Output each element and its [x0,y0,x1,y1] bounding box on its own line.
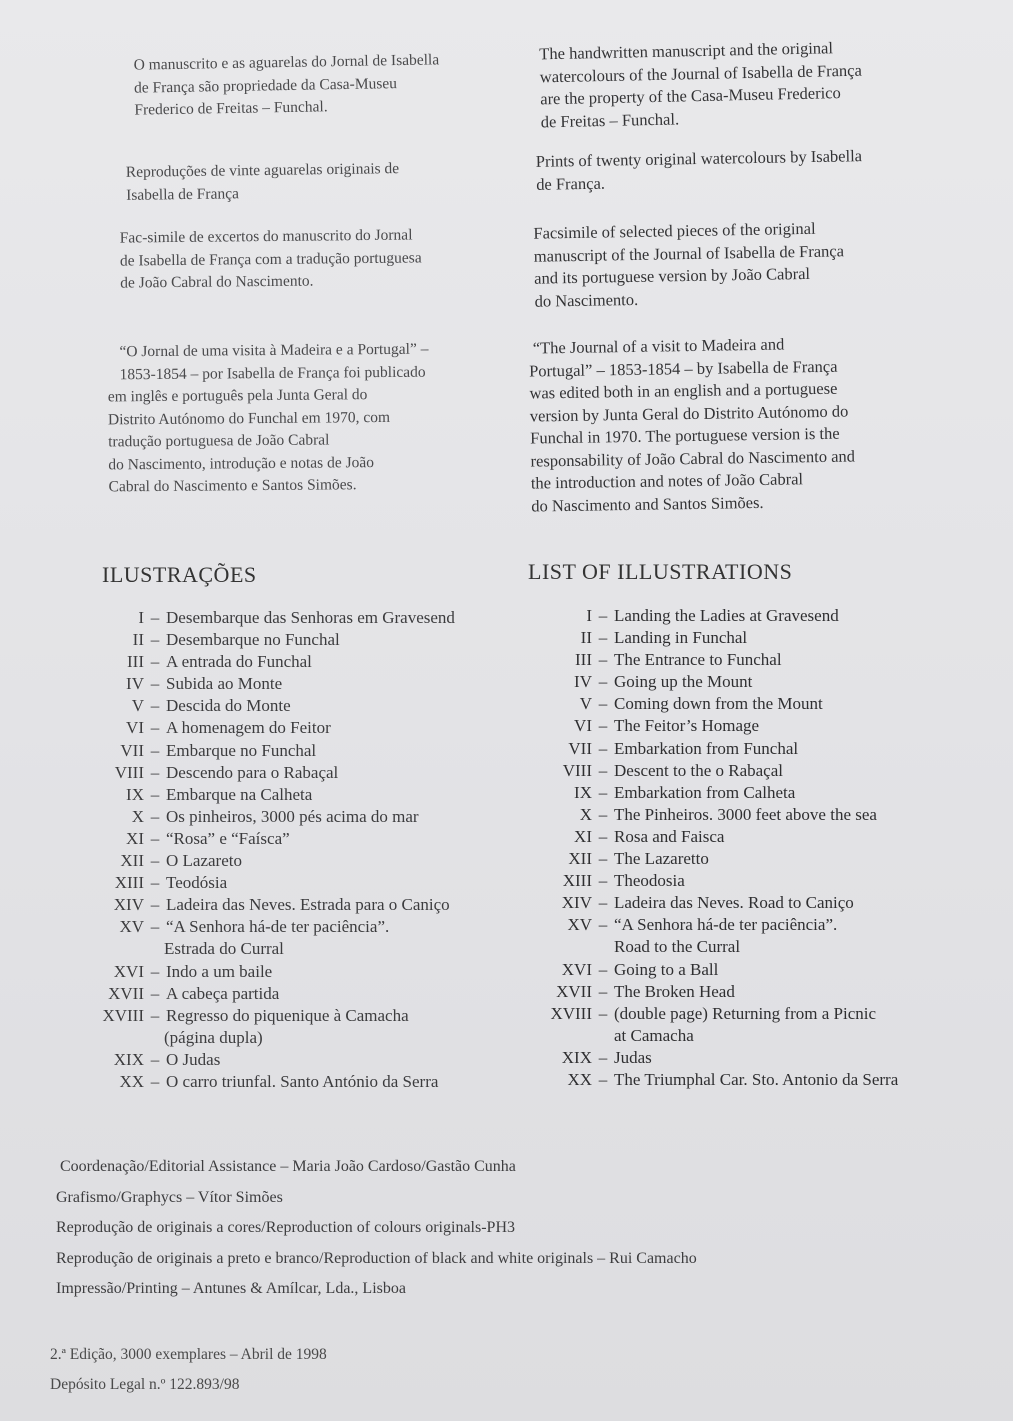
illustration-item [84,850,455,872]
illustration-item [84,806,455,828]
legal-deposit-line: Depósito Legal n.º 122.893/98 [50,1376,240,1393]
illustration-title-continued: at Camacha [614,1025,694,1045]
text-line: de João Cabral do Nascimento. [120,272,314,292]
illustration-number: IX [574,782,592,802]
illustration-title: Regresso do piquenique à Camacha [166,1005,409,1025]
illustration-item [84,762,455,784]
text-line: responsability of João Cabral do Nascimento and [530,445,856,471]
intro-pt-paragraph [133,49,440,122]
text-line: do Nascimento and Santos Simões. [531,492,764,516]
illustration-item [534,649,898,671]
illustration-title: Descendo para o Rabaçal [166,762,339,782]
illustration-item [84,784,455,806]
dash-separator: – [598,915,608,935]
illustration-item [84,607,455,629]
illustration-title: Ladeira das Neves. Road to Caniço [614,893,854,913]
illustration-number: V [131,696,144,716]
illustration-title: The Triumphal Car. Sto. Antonio da Serra [614,1069,899,1089]
illustration-number: XVIII [550,1003,592,1023]
illustration-number: XIII [562,871,592,891]
text-line: and its portuguese version by João Cabral [534,263,811,288]
illustration-number: XII [120,851,144,871]
illustrations-en-heading: LIST OF ILLUSTRATIONS [528,559,793,584]
illustration-title: “A Senhora há-de ter paciência”. [166,917,390,937]
text-line: Isabella de França [126,184,240,204]
text-line: Frederico de Freitas – Funchal. [134,98,328,119]
dash-separator: – [598,650,608,670]
dash-separator: – [598,1003,608,1023]
illustration-item [84,695,455,717]
illustration-item [84,916,455,938]
illustration-title: Coming down from the Mount [614,694,823,714]
illustration-title: Embarkation from Calheta [614,782,796,802]
illustration-title: Teodósia [166,873,228,893]
illustration-number: VII [568,738,592,758]
illustrations-pt-list [84,607,455,1093]
illustration-number: VI [126,718,144,738]
illustration-title-continued: (página dupla) [164,1027,263,1047]
illustration-title: A entrada do Funchal [166,652,312,672]
illustration-title: Os pinheiros, 3000 pés acima do mar [166,806,419,826]
text-line: de Freitas – Funchal. [540,108,680,131]
dash-separator: – [150,983,160,1003]
illustration-number: IX [126,784,144,804]
text-line: the introduction and notes of João Cabral [530,469,804,493]
illustration-title: Rosa and Faisca [614,826,725,846]
illustration-title: (double page) Returning from a Picnic [614,1003,877,1023]
dash-separator: – [150,961,160,981]
dash-separator: – [598,672,608,692]
illustration-title: O Lazareto [166,851,242,871]
illustration-number: XV [119,917,144,937]
illustration-item [534,627,898,649]
dash-separator: – [150,1049,160,1069]
dash-separator: – [150,851,160,871]
text-line: O manuscrito e as aguarelas do Jornal de Isabella [133,51,440,74]
illustration-item [84,673,455,695]
intro-pt-paragraph [107,339,429,499]
intro-pt-paragraph [120,224,422,295]
dash-separator: – [598,716,608,736]
dash-separator: – [150,608,160,627]
illustration-number: I [138,608,144,627]
illustration-item [534,605,898,627]
illustration-item [84,740,455,762]
text-line: are the property of the Casa-Museu Frederico [540,83,841,109]
illustration-title: Embarque na Calheta [166,784,313,804]
dash-separator: – [150,873,160,893]
illustration-number: I [586,606,592,625]
dash-separator: – [598,1069,608,1089]
text-line: Fac-simile de excertos do manuscrito do Jornal [119,226,413,247]
illustration-title: Judas [614,1047,652,1067]
illustration-item [534,1069,898,1091]
dash-separator: – [150,895,160,915]
illustration-item [534,826,898,848]
dash-separator: – [150,718,160,738]
illustration-title: “Rosa” e “Faísca” [166,828,290,848]
illustration-number: X [131,806,144,826]
illustration-item [84,961,455,983]
intro-pt-paragraph [126,158,400,207]
illustration-title: Embarque no Funchal [166,740,317,760]
dash-separator: – [150,674,160,694]
illustration-title: Subida ao Monte [166,674,283,694]
illustration-number: XI [126,828,144,848]
illustration-title: Embarkation from Funchal [614,738,799,758]
illustration-item [84,828,455,850]
dash-separator: – [150,740,160,760]
dash-separator: – [150,630,160,650]
edition-line: 2.ª Edição, 3000 exemplares – Abril de 1998 [50,1346,327,1363]
dash-separator: – [598,694,608,714]
dash-separator: – [598,871,608,891]
illustration-number: VIII [562,760,592,780]
illustration-title: Desembarque das Senhoras em Gravesend [166,608,455,627]
illustration-title: The Feitor’s Homage [614,716,760,736]
illustration-item [534,870,898,892]
text-line: do Nascimento, introdução e notas de João [108,453,375,473]
illustration-number: II [580,628,592,648]
illustrations-pt-heading: ILUSTRAÇÕES [102,562,257,587]
illustration-item [534,892,898,914]
dash-separator: – [598,826,608,846]
dash-separator: – [598,606,608,625]
dash-separator: – [598,738,608,758]
text-line: was edited both in an english and a portuguese [529,378,838,403]
text-line: “O Jornal de uma visita à Madeira e a Portugal” – [119,340,429,361]
illustration-number: XIX [113,1049,144,1069]
illustration-number: XIII [114,873,144,893]
credit-line: Grafismo/Graphycs – Vítor Simões [56,1188,283,1206]
illustration-title: Landing in Funchal [614,628,748,648]
illustration-number: XVIII [102,1005,144,1025]
text-line: tradução portuguesa de João Cabral [108,431,330,451]
illustration-number: XV [567,915,592,935]
illustration-number: XVI [561,959,592,979]
dash-separator: – [598,804,608,824]
illustration-title: O Judas [166,1049,221,1069]
illustration-number: XI [574,826,592,846]
intro-en-paragraph [529,332,856,517]
credits [56,1152,697,1305]
dash-separator: – [598,628,608,648]
illustration-number: IV [574,672,592,692]
text-line: 1853-1854 – por Isabella de França foi publicado [119,363,426,383]
illustration-number: XII [568,849,592,869]
text-line: Cabral do Nascimento e Santos Simões. [108,476,357,496]
credit-line: Reprodução de originais a cores/Reproduction of colours originals-PH3 [56,1219,515,1236]
text-line: Distrito Autónomo do Funchal em 1970, com [107,408,391,428]
illustration-number: II [132,630,144,650]
dash-separator: – [598,782,608,802]
illustration-item [534,715,898,737]
illustration-item [84,629,455,651]
illustration-item [534,1047,898,1069]
illustration-title: A cabeça partida [166,983,280,1003]
dash-separator: – [150,1005,160,1025]
illustration-title: Theodosia [614,871,685,891]
illustration-item [534,671,898,693]
text-line: de Isabella de França com a tradução portuguesa [119,248,422,270]
dash-separator: – [150,1071,160,1091]
illustration-title: Going up the Mount [614,672,753,692]
dash-separator: – [598,981,608,1001]
illustration-number: VI [574,716,592,736]
dash-separator: – [150,917,160,937]
illustration-number: XX [567,1069,592,1089]
illustration-number: XVI [113,961,144,981]
illustration-item [84,983,455,1005]
illustration-title: Indo a um baile [166,961,273,981]
illustration-title: The Broken Head [614,981,735,1001]
illustration-title: Ladeira das Neves. Estrada para o Caniço [166,895,450,915]
credit-line: Coordenação/Editorial Assistance – Maria João Cardoso/Gastão Cunha [60,1158,516,1175]
illustration-number: VIII [114,762,144,782]
illustration-title: Descida do Monte [166,696,291,716]
illustration-item [84,1005,455,1027]
illustration-title-continued: Road to the Curral [614,937,741,957]
illustration-title: Landing the Ladies at Gravesend [614,606,839,625]
dash-separator: – [150,696,160,716]
dash-separator: – [598,760,608,780]
illustration-item [534,981,898,1003]
illustration-item [534,848,898,870]
illustration-number: XIV [561,893,592,913]
intro-en-paragraph [536,145,863,196]
illustration-item [534,760,898,782]
illustration-title: The Pinheiros. 3000 feet above the sea [614,804,877,824]
illustration-number: X [579,804,592,824]
text-line: “The Journal of a visit to Madeira and [532,334,785,358]
intro-en-paragraph [533,217,845,312]
illustration-title: Descent to the o Rabaçal [614,760,783,780]
illustration-number: V [579,694,592,714]
illustration-title-continued: Estrada do Curral [164,939,284,959]
illustration-number: XIX [561,1047,592,1067]
illustration-title: O carro triunfal. Santo António da Serra [166,1071,439,1091]
illustration-number: XIV [113,895,144,915]
dash-separator: – [150,784,160,804]
text-line: Portugal” – 1853-1854 – by Isabella de França [528,356,838,381]
dash-separator: – [150,828,160,848]
dash-separator: – [598,893,608,913]
text-line: de França. [536,173,606,194]
text-line: Facsimile of selected pieces of the original [533,218,816,243]
dash-separator: – [150,806,160,826]
illustration-title: The Entrance to Funchal [614,650,782,670]
illustration-item [84,872,455,894]
illustration-number: XVII [556,981,592,1001]
illustration-title: Desembarque no Funchal [166,630,340,650]
text-line: Reproduções de vinte aguarelas originais de [125,160,400,181]
dash-separator: – [598,959,608,979]
illustration-item [84,1049,455,1071]
illustration-item [534,914,898,936]
illustration-item [534,693,898,715]
illustration-number: XX [119,1071,144,1091]
illustration-item [534,738,898,760]
dash-separator: – [598,849,608,869]
dash-separator: – [150,652,160,672]
illustration-item [534,959,898,981]
dash-separator: – [598,1047,608,1067]
illustration-item [84,717,455,739]
illustration-item [84,651,455,673]
illustration-item [534,1003,898,1025]
text-line: em inglês e português pela Junta Geral do [107,386,368,406]
text-line: version by Junta Geral do Distrito Autónomo do [529,401,849,426]
illustration-number: IV [126,674,144,694]
edition-info [50,1340,327,1400]
intro-en-paragraph [539,37,863,134]
text-line: de França são propriedade da Casa-Museu [133,74,398,97]
text-line: The handwritten manuscript and the original [539,38,834,64]
illustration-number: III [575,650,592,670]
illustration-item [84,894,455,916]
illustration-item [534,782,898,804]
illustration-title: A homenagem do Feitor [166,718,331,738]
illustration-item [84,1071,455,1093]
credit-line: Reprodução de originais a preto e branco/Reproduction of black and white originals – Rui Camacho [56,1249,697,1267]
text-line: watercolours of the Journal of Isabella de França [539,60,863,86]
text-line: manuscript of the Journal of Isabella de França [533,240,845,266]
text-line: Prints of twenty original watercolours by Isabella [535,146,863,171]
illustration-number: III [127,652,144,672]
dash-separator: – [150,762,160,782]
illustration-number: XVII [108,983,144,1003]
illustration-number: VII [120,740,144,760]
illustration-item [534,804,898,826]
illustrations-en-list [534,605,898,1091]
text-line: Funchal in 1970. The portuguese version is the [530,423,840,448]
credit-line: Impressão/Printing – Antunes & Amílcar, Lda., Lisboa [56,1280,406,1297]
illustration-title: “A Senhora há-de ter paciência”. [614,915,838,935]
illustration-title: Going to a Ball [614,959,719,979]
illustration-title: The Lazaretto [614,849,709,869]
text-line: do Nascimento. [534,289,639,311]
